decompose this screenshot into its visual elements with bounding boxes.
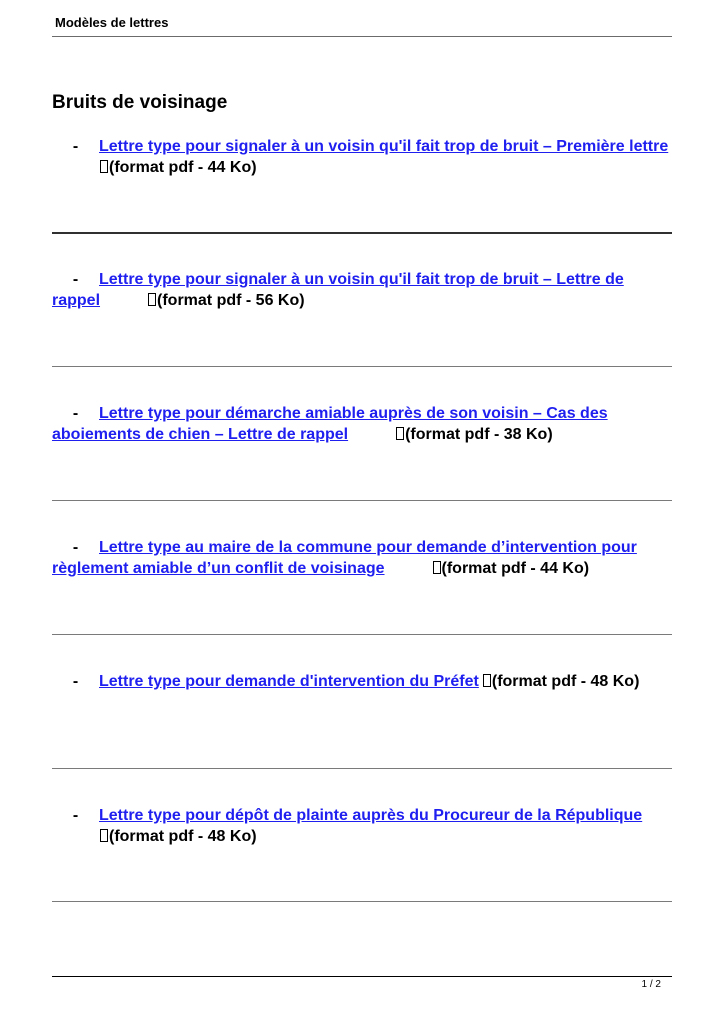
list-bullet: - [72,807,79,824]
file-info: (format pdf - 38 Ko) [405,426,553,443]
section-divider [52,232,672,234]
footer-divider [52,976,672,977]
list-bullet: - [72,138,79,155]
letter-link[interactable]: Lettre type pour demande d'intervention du Préfet [99,673,479,690]
letter-link[interactable]: Lettre type pour signaler à un voisin qu'il fait trop de bruit – Première lettre [99,138,669,155]
letter-link[interactable]: Lettre type pour signaler à un voisin qu'il fait trop de bruit – Lettre de rappel [52,271,624,309]
letter-link[interactable]: Lettre type pour dépôt de plainte auprès du Procureur de la République [99,807,643,824]
pdf-file-icon [148,293,156,306]
pdf-file-icon [433,561,441,574]
list-bullet: - [72,405,79,422]
list-item [52,403,672,445]
list-item [52,537,672,579]
pdf-file-icon [100,160,108,173]
list-item [52,671,672,692]
list-bullet: - [72,271,79,288]
pdf-file-icon [396,427,404,440]
letter-link[interactable]: Lettre type pour démarche amiable auprès de son voisin – Cas des aboiements de chien – Lettre de rappel [52,405,608,443]
header-title: Modèles de lettres [55,15,169,30]
file-info: (format pdf - 44 Ko) [441,560,590,577]
list-item [52,136,672,178]
letter-link[interactable]: Lettre type au maire de la commune pour demande d’intervention pour règlement amiable d’un conflit de voisinage [52,539,637,577]
list-item [52,805,672,847]
section-divider [52,768,672,769]
file-info: (format pdf - 48 Ko) [491,673,640,690]
list-bullet: - [72,673,79,690]
pdf-file-icon [483,674,491,687]
list-item [52,269,672,311]
pdf-file-icon [100,829,108,842]
header-divider [52,36,672,37]
file-info: (format pdf - 44 Ko) [109,159,257,176]
section-divider [52,500,672,501]
section-divider [52,634,672,635]
section-divider [52,366,672,367]
section-divider [52,901,672,902]
page-number: 1 / 2 [641,979,661,990]
page-title: Bruits de voisinage [52,92,228,113]
file-info: (format pdf - 56 Ko) [157,292,305,309]
file-info: (format pdf - 48 Ko) [109,828,257,845]
list-bullet: - [72,539,79,556]
